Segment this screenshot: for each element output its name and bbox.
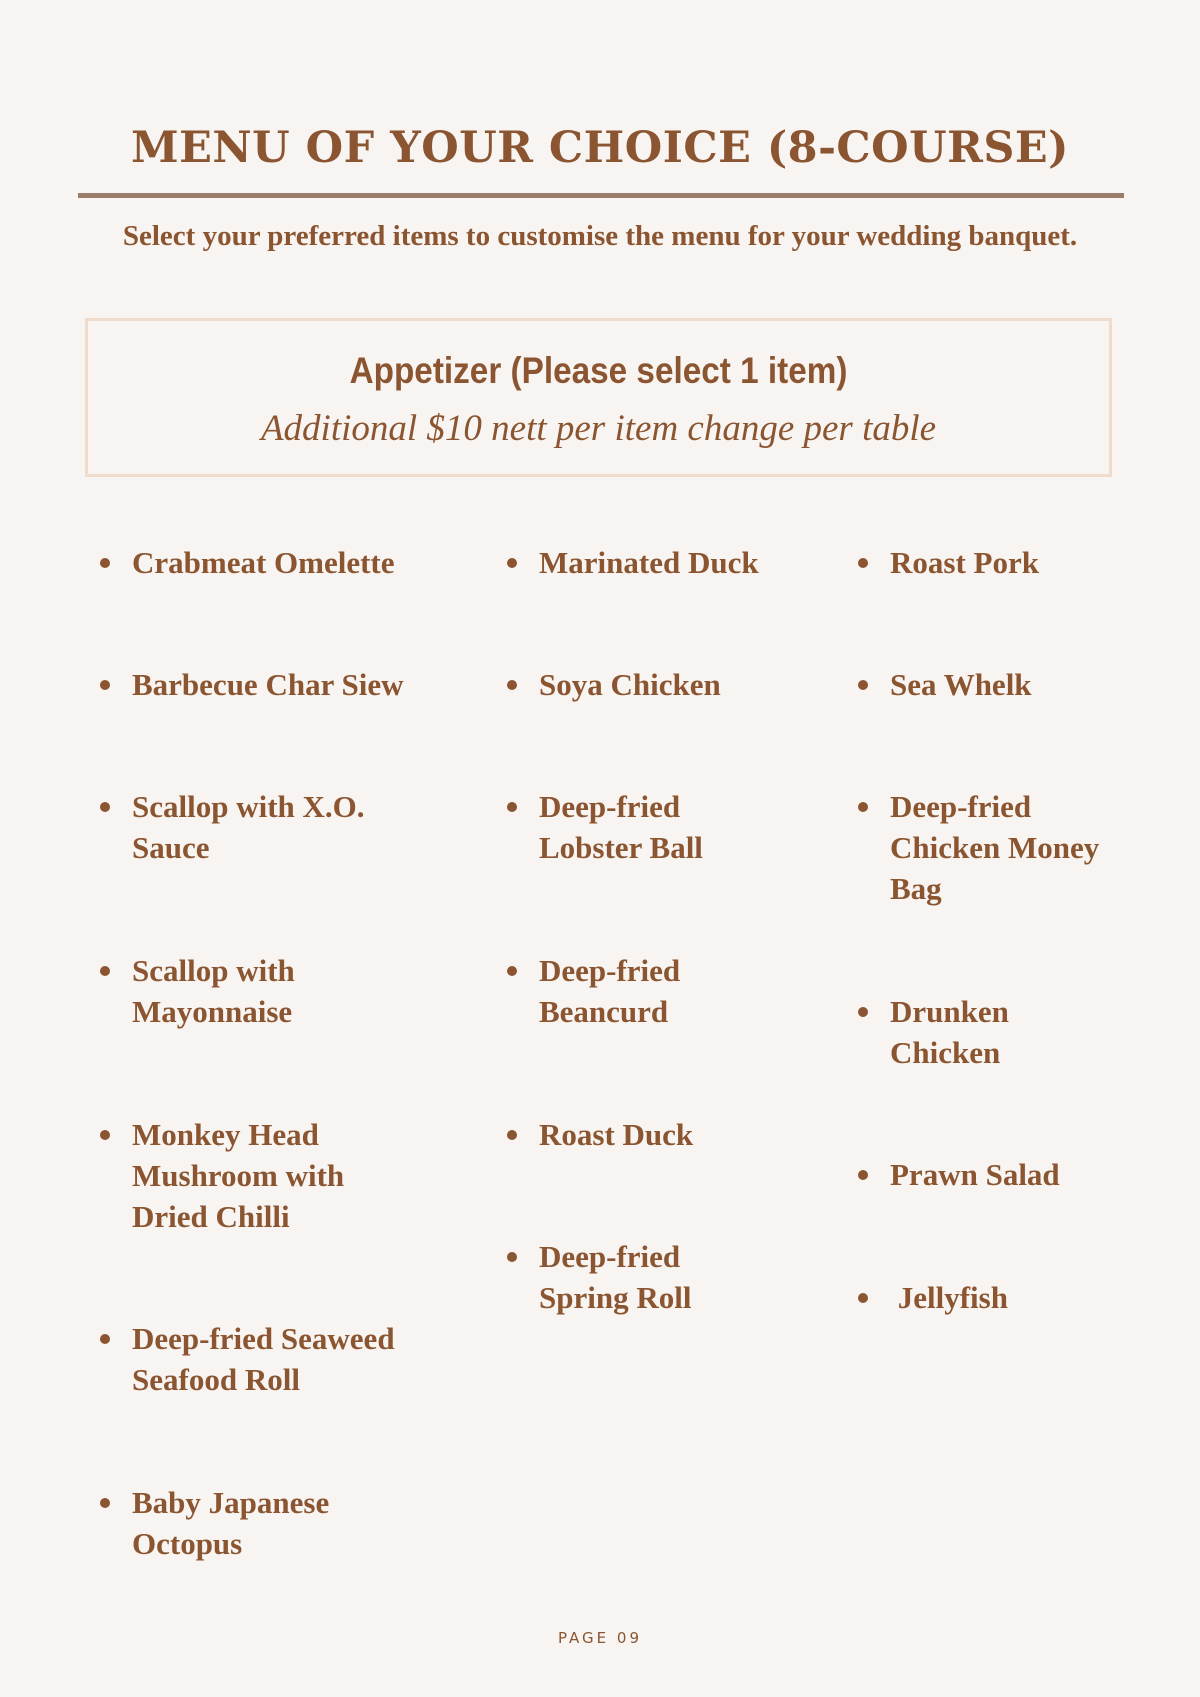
bullet-icon: [858, 558, 868, 568]
menu-item-label: [890, 664, 1032, 705]
menu-item-label: [132, 1482, 329, 1564]
menu-item-line: Spring Roll: [539, 1280, 692, 1315]
appetizer-section-box: [85, 318, 1112, 477]
bullet-icon: [507, 802, 517, 812]
bullet-icon: [858, 1293, 868, 1303]
menu-item-label: [890, 1277, 1008, 1318]
menu-item-line: Sauce: [132, 830, 210, 865]
bullet-icon: [858, 802, 868, 812]
menu-item-label: [539, 1114, 693, 1155]
bullet-icon: [100, 802, 110, 812]
menu-item-label: [132, 1114, 344, 1237]
menu-item-line: Deep-fried: [539, 789, 681, 824]
menu-item-line: Monkey Head: [132, 1117, 319, 1152]
menu-item-label: [132, 542, 395, 583]
menu-item-line: Barbecue Char Siew: [132, 667, 404, 702]
menu-item-label: [890, 991, 1009, 1073]
menu-item-label: [890, 542, 1039, 583]
menu-item-line: Bag: [890, 871, 942, 906]
menu-item-line: Roast Pork: [890, 545, 1039, 580]
bullet-icon: [507, 680, 517, 690]
bullet-icon: [100, 680, 110, 690]
bullet-icon: [100, 558, 110, 568]
menu-item-label: [890, 786, 1099, 909]
menu-item-line: Mayonnaise: [132, 994, 293, 1029]
menu-item-line: Mushroom with: [132, 1158, 345, 1193]
menu-item-label: [132, 786, 365, 868]
menu-item-line: Deep-fried: [539, 953, 681, 988]
menu-item-label: [539, 1236, 691, 1318]
bullet-icon: [100, 1130, 110, 1140]
menu-item-label: [539, 542, 759, 583]
menu-item-line: Soya Chicken: [539, 667, 721, 702]
bullet-icon: [100, 1498, 110, 1508]
menu-item-line: Prawn Salad: [890, 1157, 1060, 1192]
menu-item-line: Deep-fried: [539, 1239, 681, 1274]
title-divider: [78, 193, 1124, 198]
menu-item-line: Chicken: [890, 1035, 1001, 1070]
bullet-icon: [858, 680, 868, 690]
bullet-icon: [100, 966, 110, 976]
menu-item-line: Deep-fried Seaweed: [132, 1321, 395, 1356]
menu-item-label: [132, 1318, 395, 1400]
intro-text: Select your preferred items to customise the menu for your wedding banquet.: [122, 220, 1078, 252]
menu-item-line: Baby Japanese: [132, 1485, 330, 1520]
menu-item-label: [539, 664, 721, 705]
menu-item-line: Scallop with X.O.: [132, 789, 365, 824]
bullet-icon: [507, 1252, 517, 1262]
bullet-icon: [100, 1334, 110, 1344]
menu-item-line: Deep-fried: [890, 789, 1032, 824]
menu-item-line: Scallop with: [132, 953, 295, 988]
menu-item-line: Dried Chilli: [132, 1199, 290, 1234]
section-note: Additional $10 nett per item change per table: [260, 408, 937, 449]
bullet-icon: [858, 1170, 868, 1180]
menu-item-label: [890, 1154, 1060, 1195]
page-number: PAGE 09: [557, 1629, 643, 1647]
menu-item-label: [539, 950, 680, 1032]
menu-item-line: Octopus: [132, 1526, 243, 1561]
menu-item-line: Seafood Roll: [132, 1362, 300, 1397]
menu-item-line: Crabmeat Omelette: [132, 545, 395, 580]
bullet-icon: [507, 558, 517, 568]
page-title: MENU OF YOUR CHOICE (8-COURSE): [130, 123, 1070, 173]
menu-item-label: [539, 786, 703, 868]
bullet-icon: [507, 966, 517, 976]
bullet-icon: [507, 1130, 517, 1140]
menu-item-label: [132, 664, 404, 705]
menu-item-line: Lobster Ball: [539, 830, 703, 865]
bullet-icon: [858, 1007, 868, 1017]
menu-item-line: Jellyfish: [890, 1280, 1008, 1315]
menu-item-line: Sea Whelk: [890, 667, 1032, 702]
menu-item-line: Marinated Duck: [539, 545, 759, 580]
menu-item-line: Chicken Money: [890, 830, 1100, 865]
menu-item-line: Roast Duck: [539, 1117, 694, 1152]
menu-item-line: Beancurd: [539, 994, 669, 1029]
section-heading: Appetizer (Please select 1 item): [349, 350, 848, 391]
menu-item-label: [132, 950, 295, 1032]
menu-item-line: Drunken: [890, 994, 1009, 1029]
